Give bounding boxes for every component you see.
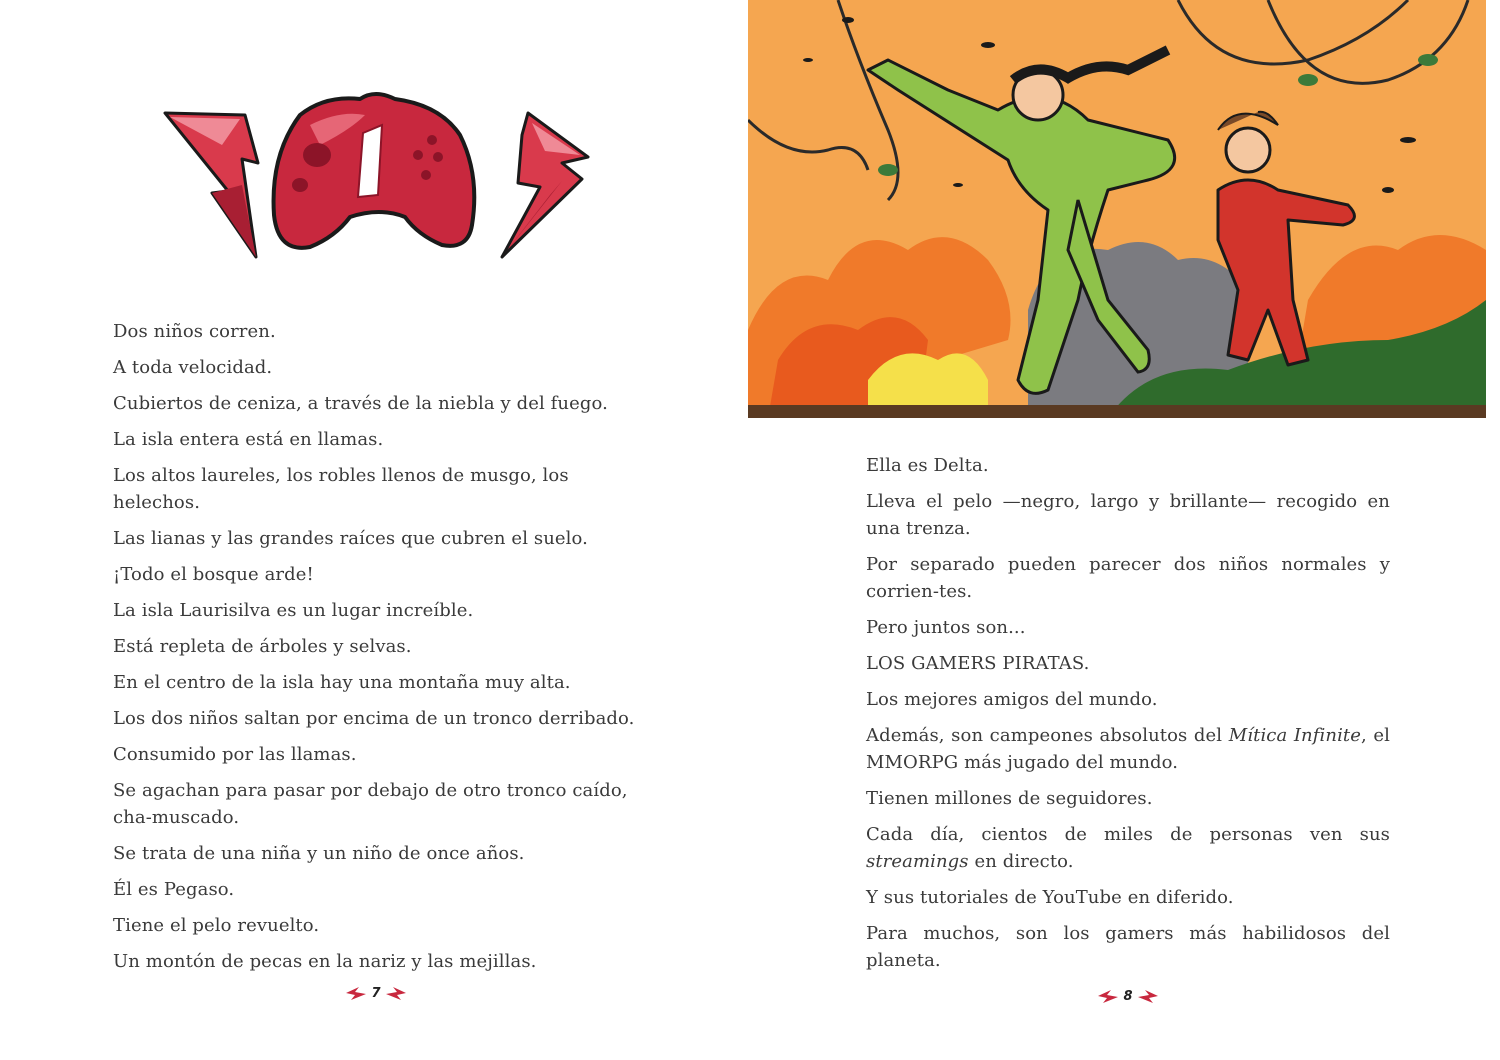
lightning-bolt-right-icon — [502, 113, 588, 257]
paragraph: La isla entera está en llamas. — [113, 429, 384, 450]
game-title-italic: Mítica Infinite — [1228, 725, 1362, 746]
left-body-text — [113, 318, 643, 984]
text-run: en directo. — [968, 851, 1074, 872]
paragraph-streamings — [866, 821, 1390, 875]
right-body-text — [866, 452, 1390, 983]
left-page — [0, 0, 748, 1060]
page-number: 7 — [371, 985, 381, 1001]
right-page — [748, 0, 1500, 1060]
paragraph: Por separado pueden parecer dos niños normales y corrien-tes. — [866, 554, 1390, 602]
paragraph: Tienen millones de seguidores. — [866, 788, 1153, 809]
page-number-footer — [336, 982, 416, 1004]
paragraph: Lleva el pelo —negro, largo y brillante— recogido en una trenza. — [866, 491, 1390, 539]
paragraph: Consumido por las llamas. — [113, 744, 357, 765]
paragraph: Él es Pegaso. — [113, 879, 235, 900]
page-number-footer — [1088, 985, 1168, 1007]
paragraph-mitica — [866, 722, 1390, 776]
paragraph: Las lianas y las grandes raíces que cubren el suelo. — [113, 528, 588, 549]
text-run: Además, son campeones absolutos del — [866, 725, 1229, 746]
lightning-bolt-icon — [385, 985, 407, 1001]
streamings-italic: streamings — [866, 851, 969, 872]
lightning-bolt-icon — [345, 985, 367, 1001]
lightning-bolt-left-icon — [165, 113, 258, 257]
running-gamers-illustration — [748, 0, 1486, 418]
paragraph: En el centro de la isla hay una montaña muy alta. — [113, 672, 571, 693]
paragraph: ¡Todo el bosque arde! — [113, 564, 314, 585]
paragraph: Tiene el pelo revuelto. — [113, 915, 320, 936]
paragraph: Se agachan para pasar por debajo de otro tronco caído, cha-muscado. — [113, 780, 628, 828]
paragraph: Un montón de pecas en la nariz y las mejillas. — [113, 951, 537, 972]
text-run: Cada día, cientos de miles de personas ven sus — [866, 824, 1390, 845]
paragraph: Los altos laureles, los robles llenos de musgo, los helechos. — [113, 465, 569, 513]
paragraph: Y sus tutoriales de YouTube en diferido. — [866, 887, 1234, 908]
paragraph: Los dos niños saltan por encima de un tronco derribado. — [113, 708, 635, 729]
paragraph: Cubiertos de ceniza, a través de la niebla y del fuego. — [113, 393, 608, 414]
paragraph: A toda velocidad. — [113, 357, 273, 378]
paragraph: LOS GAMERS PIRATAS. — [866, 653, 1090, 674]
chapter-emblem — [150, 85, 600, 265]
paragraph: Para muchos, son los gamers más habilidosos del planeta. — [866, 923, 1390, 971]
lightning-bolt-icon — [1137, 988, 1159, 1004]
paragraph: Los mejores amigos del mundo. — [866, 689, 1158, 710]
paragraph: Pero juntos son... — [866, 617, 1026, 638]
paragraph: Ella es Delta. — [866, 455, 989, 476]
lightning-bolt-icon — [1097, 988, 1119, 1004]
paragraph: Se trata de una niña y un niño de once años. — [113, 843, 525, 864]
paragraph: Dos niños corren. — [113, 321, 276, 342]
paragraph: La isla Laurisilva es un lugar increíble. — [113, 600, 474, 621]
text-run: , el MMORPG más jugado del mundo. — [866, 725, 1390, 773]
paragraph: Está repleta de árboles y selvas. — [113, 636, 412, 657]
game-controller-icon — [274, 94, 475, 248]
page-number: 8 — [1123, 988, 1133, 1004]
